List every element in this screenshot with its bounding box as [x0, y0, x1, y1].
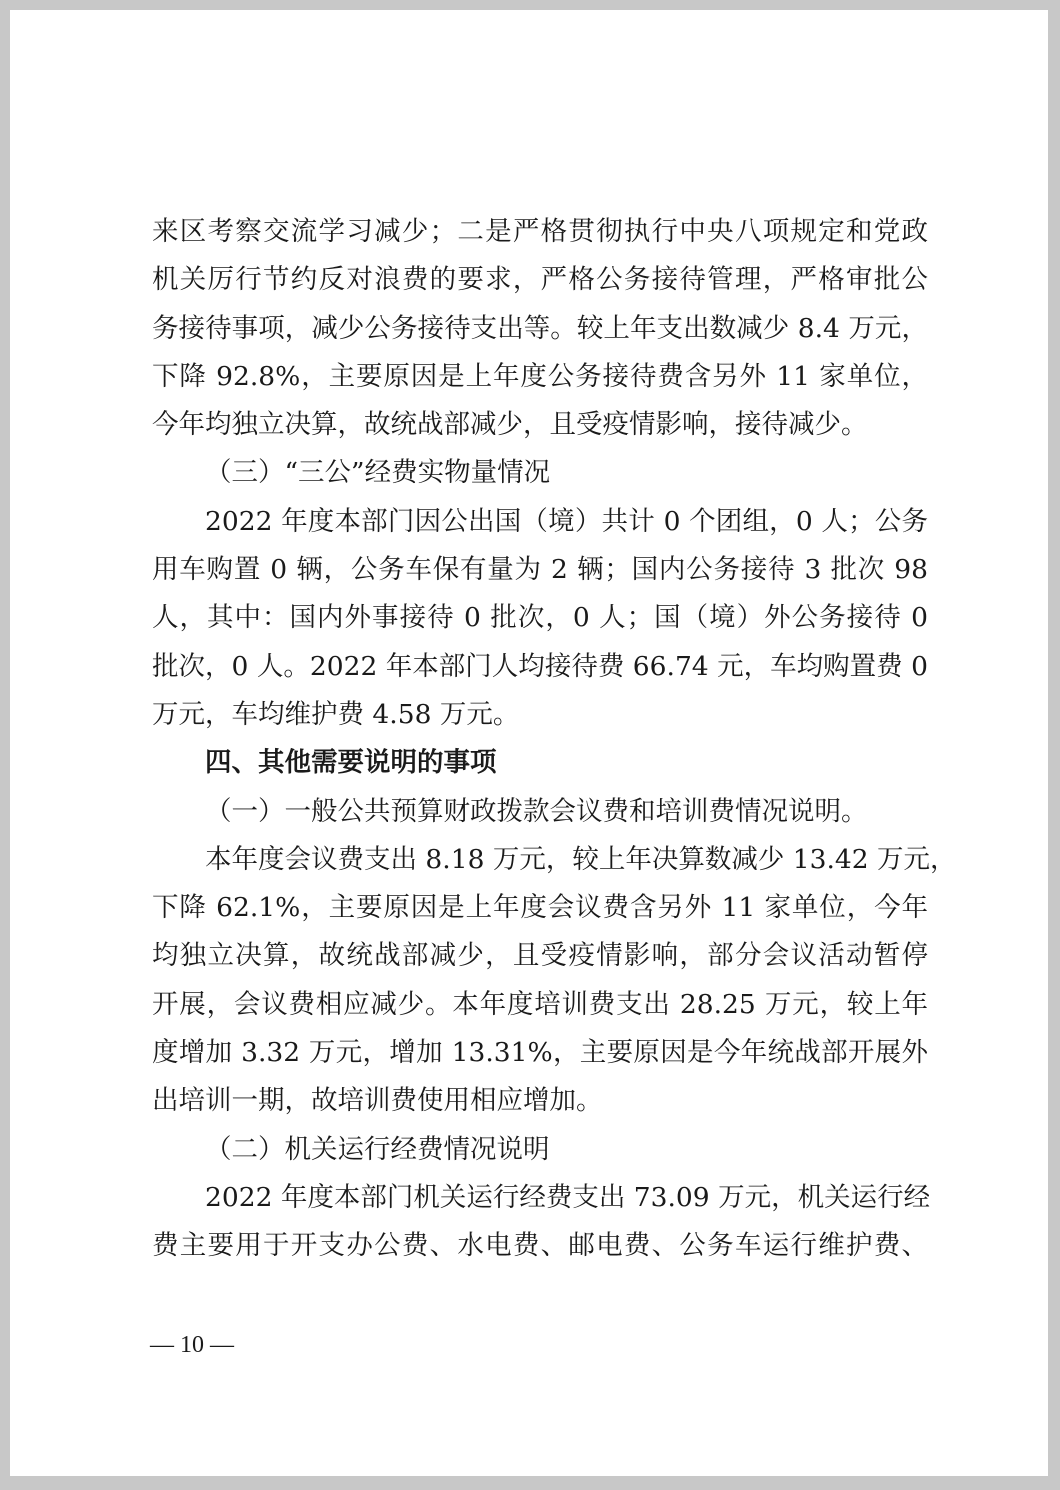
- paragraph-line: 本年度会议费支出 8.18 万元，较上年决算数减少 13.42 万元，: [205, 843, 957, 875]
- paragraph-line: 人，其中：国内外事接待 0 批次，0 人；国（境）外公务接待 0: [152, 602, 928, 634]
- paragraph-line: 开展，会议费相应减少。本年度培训费支出 28.25 万元，较上年: [152, 988, 928, 1020]
- paragraph-line: 下降 62.1%，主要原因是上年度会议费含另外 11 家单位，今年: [152, 892, 928, 924]
- paragraph-line: 务接待事项，减少公务接待支出等。较上年支出数减少 8.4 万元，: [152, 312, 928, 344]
- paragraph-line: 费主要用于开支办公费、水电费、邮电费、公务车运行维护费、: [152, 1230, 928, 1262]
- subsection-heading-1: （一）一般公共预算财政拨款会议费和培训费情况说明。: [205, 795, 868, 827]
- paragraph-line: 2022 年度本部门因公出国（境）共计 0 个团组，0 人；公务: [205, 505, 928, 537]
- paragraph-line: 今年均独立决算，故统战部减少，且受疫情影响，接待减少。: [152, 409, 868, 441]
- section-heading-4: 四、其他需要说明的事项: [205, 747, 497, 779]
- page-number: — 10 —: [150, 1332, 234, 1358]
- paragraph-line: 2022 年度本部门机关运行经费支出 73.09 万元，机关运行经: [205, 1181, 931, 1213]
- paragraph-line: 机关厉行节约反对浪费的要求，严格公务接待管理，严格审批公: [152, 264, 928, 296]
- paragraph-line: 批次，0 人。2022 年本部门人均接待费 66.74 元，车均购置费 0: [152, 650, 928, 682]
- paragraph-line: 用车购置 0 辆，公务车保有量为 2 辆；国内公务接待 3 批次 98: [152, 554, 928, 586]
- document-page: [10, 10, 1048, 1476]
- paragraph-line: 度增加 3.32 万元，增加 13.31%，主要原因是今年统战部开展外: [152, 1037, 928, 1069]
- paragraph-line: 下降 92.8%，主要原因是上年度公务接待费含另外 11 家单位，: [152, 360, 928, 392]
- document-body: [152, 208, 957, 1271]
- subsection-heading-2: （二）机关运行经费情况说明: [205, 1133, 550, 1165]
- paragraph-line: 出培训一期，故培训费使用相应增加。: [152, 1085, 603, 1117]
- section-heading-3: （三）“三公”经费实物量情况: [205, 457, 551, 489]
- paragraph-line: 来区考察交流学习减少；二是严格贯彻执行中央八项规定和党政: [152, 216, 928, 247]
- paragraph-line: 均独立决算，故统战部减少，且受疫情影响，部分会议活动暂停: [152, 940, 928, 972]
- paragraph-line: 万元，车均维护费 4.58 万元。: [152, 698, 520, 730]
